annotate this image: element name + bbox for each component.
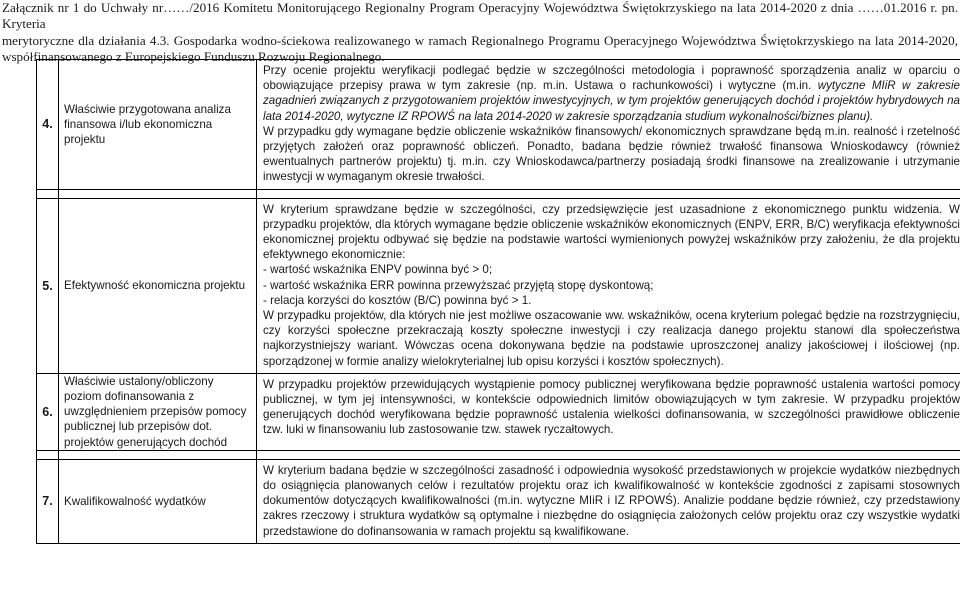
row-number: 6.: [37, 373, 59, 450]
table-row-7: [37, 459, 960, 543]
table-row-4: [37, 60, 960, 190]
description-italic-text: wytyczne MIiR w zakresie zagadnień związanych z przygotowaniem projektów inwestycyjnych, w tym projektów generujących dochód i projektów hybrydowych na lata 2014-2020, wytyczne IZ RPOWŚ na lata 2014-2020 w zakresie sporządzania studium wykonalności/biznes planu).: [263, 79, 960, 123]
description-text: Przy ocenie projektu weryfikacji podlegać będzie w szczególności metodologia i poprawność sporządzenia analiz w oparciu o obowiązujące przepisy prawa w tym zakresie (np. m.in. Ustawa o rachunkowości) i wytyczne (m.in.: [263, 64, 960, 93]
description-bullet: - wartość wskaźnika ERR powinna przewyższać przyjętą stopę dyskontową;: [263, 278, 654, 292]
document-header: [2, 0, 958, 65]
criterion-description: [257, 373, 960, 450]
criteria-table: [36, 59, 960, 544]
description-paragraph: W przypadku gdy wymagane będzie obliczenie wskaźników finansowych/ ekonomicznych sprawdzane będą m.in. realność i rzetelność przyjętych założeń oraz poprawność obliczeń. Ponadto, badana będzie również trwałość finansowa Wnioskodawcy (również ewentualnych partnerów projektu) tj. m.in. czy Wnioskodawca/partnerzy posiadają środki finansowe na zrealizowanie i utrzymanie inwestycji w wymaganym okresie trwałości.: [263, 124, 960, 184]
criterion-description: [257, 459, 960, 543]
header-line-2: merytoryczne dla działania 4.3. Gospodarka wodno-ściekowa realizowanego w ramach Regionalnego Programu Operacyjnego Województwa Świętokrzyskiego na lata 2014-2020,: [2, 32, 958, 48]
row-number: 7.: [37, 459, 59, 543]
row-spacer: [37, 450, 960, 459]
criterion-name: Właściwie ustalony/obliczony poziom dofinansowania z uwzględnieniem przepisów pomocy publicznej lub przepisów dot. projektów generujących dochód: [59, 373, 257, 450]
criterion-name: Efektywność ekonomiczna projektu: [59, 198, 257, 373]
table-row-5: [37, 198, 960, 373]
row-number: 4.: [37, 60, 59, 190]
header-line-1: Załącznik nr 1 do Uchwały nr……/2016 Komitetu Monitorującego Regionalny Program Operacyjny Województwa Świętokrzyskiego na lata 2014-2020 z dnia ……01.2016 r. pn. Kryteria: [2, 0, 958, 32]
description-paragraph: W przypadku projektów, dla których nie jest możliwe oszacowanie ww. wskaźników, ocena kryterium polegać będzie na rozstrzygnięciu, czy korzyści społeczne przekraczają koszty społeczne inwestycji i czy realizacja danego projektu stanowi dla społeczeństwa najkorzystniejszy wariant. Wówczas ocena dokonywana będzie na podstawie uproszczonej analizy jakościowej i ilościowej (np. sporządzonej w formie analizy wielokryterialnej lub opisu korzyści i kosztów społecznych).: [263, 309, 960, 368]
table-row-6: [37, 373, 960, 450]
criterion-name: Kwalifikowalność wydatków: [59, 459, 257, 543]
criterion-name: Właściwie przygotowana analiza finansowa i/lub ekonomiczna projektu: [59, 60, 257, 190]
criterion-description: [257, 60, 960, 190]
description-paragraph: W przypadku projektów przewidujących wystąpienie pomocy publicznej weryfikowana będzie poprawność ustalenia wartości pomocy publicznej, w tym jej intensywności, w kontekście odpowiednich limitów obowiązujących w tym zakresie. W przypadku projektów generujących dochód weryfikowana będzie poprawność ustalenia wielkości dofinansowania, w szczególności prawidłowe obliczenie tzw. luki w finansowaniu lub zastosowanie tzw. stawek ryczałtowych.: [263, 377, 960, 437]
description-bullet: - relacja korzyści do kosztów (B/C) powinna być > 1.: [263, 293, 532, 307]
description-bullet: - wartość wskaźnika ENPV powinna być > 0;: [263, 263, 493, 277]
description-paragraph: W kryterium sprawdzane będzie w szczególności, czy przedsięwzięcie jest uzasadnione z ekonomicznego punktu widzenia. W przypadku projektów, dla których wymagane będzie obliczenie wskaźników ekonomicznych (ENPV, ERR, B/C) weryfikacja efektywności ekonomicznej projektu odbywać się będzie na podstawie wartości wymienionych powyżej wskaźników przy założeniu, że dla projektu efektywnego ekonomicznie:: [263, 202, 960, 262]
row-spacer: [37, 189, 960, 198]
header-line-3: współfinansowanego z Europejskiego Funduszu Rozwoju Regionalnego.: [2, 48, 385, 64]
description-paragraph: [263, 63, 960, 124]
criterion-description: [257, 198, 960, 373]
description-paragraph: W kryterium badana będzie w szczególności zasadność i odpowiednia wysokość przedstawionych w projekcie wydatków niezbędnych do osiągnięcia planowanych celów i rezultatów projektu oraz ich kwalifikowalność w kontekście zgodności z zapisami stosownych dokumentów dotyczących kwalifikowalności (m.in. wytyczne MIiR i IZ RPOWŚ). Analizie poddane będzie również, czy przedstawiony zakres rzeczowy i struktura wydatków są optymalne i niezbędne do osiągnięcia założonych celów projektu oraz czy wszystkie wydatki przedstawione do dofinansowania w ramach projektu są kwalifikowane.: [263, 463, 960, 538]
row-number: 5.: [37, 198, 59, 373]
